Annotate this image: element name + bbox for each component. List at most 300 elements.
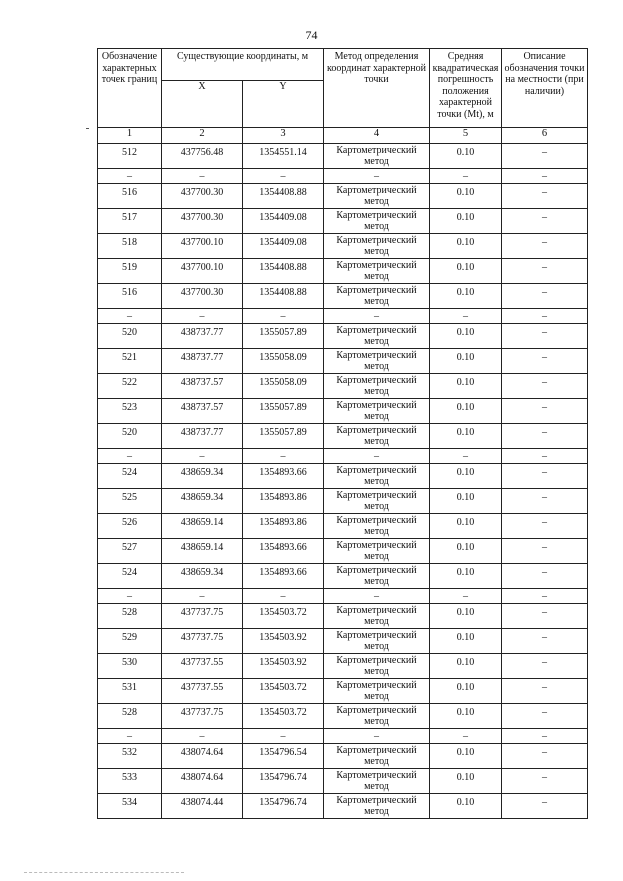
x-coordinate-cell-text: 438737.57 xyxy=(180,377,224,388)
accuracy-cell-text: 0.10 xyxy=(456,632,475,643)
table-row xyxy=(98,184,588,209)
x-coordinate-cell xyxy=(162,464,243,489)
accuracy-cell xyxy=(430,589,502,604)
x-coordinate-cell-text: 437700.30 xyxy=(180,212,224,223)
y-coordinate-cell xyxy=(243,169,324,184)
x-coordinate-cell xyxy=(162,449,243,464)
y-coordinate-cell xyxy=(243,234,324,259)
x-coordinate-cell-text: 438737.57 xyxy=(180,402,224,413)
description-cell xyxy=(502,324,588,349)
x-coordinate-cell xyxy=(162,259,243,284)
description-cell-text: – xyxy=(542,590,547,602)
accuracy-cell-text: 0.10 xyxy=(456,567,475,578)
separator-row xyxy=(98,449,588,464)
description-cell xyxy=(502,374,588,399)
method-cell-text: – xyxy=(374,170,379,182)
table-row xyxy=(98,629,588,654)
point-cell-text: 525 xyxy=(122,492,137,503)
x-coordinate-cell-text: 437737.75 xyxy=(180,632,224,643)
description-cell xyxy=(502,744,588,769)
y-coordinate-cell-text: 1354409.08 xyxy=(259,212,307,223)
x-coordinate-cell-text: 437700.10 xyxy=(180,237,224,248)
x-coordinate-cell-text: 438737.77 xyxy=(180,352,224,363)
table-row xyxy=(98,464,588,489)
header-row-1 xyxy=(98,49,588,81)
point-cell xyxy=(98,729,162,744)
y-coordinate-cell-text: – xyxy=(280,170,286,182)
accuracy-cell xyxy=(430,449,502,464)
method-cell xyxy=(324,349,430,374)
method-cell xyxy=(324,424,430,449)
description-cell-text: – xyxy=(542,542,547,553)
point-cell xyxy=(98,539,162,564)
point-cell xyxy=(98,704,162,729)
method-cell xyxy=(324,629,430,654)
page-number: 74 xyxy=(305,28,318,42)
point-cell xyxy=(98,169,162,184)
x-coordinate-cell-text: 437737.75 xyxy=(180,607,224,618)
table-row xyxy=(98,424,588,449)
method-cell xyxy=(324,209,430,234)
accuracy-cell-text: 0.10 xyxy=(456,797,475,808)
point-cell-text: 524 xyxy=(122,567,137,578)
accuracy-cell-text: 0.10 xyxy=(456,492,475,503)
x-coordinate-cell xyxy=(162,769,243,794)
accuracy-cell-text: 0.10 xyxy=(456,377,475,388)
x-coordinate-cell xyxy=(162,704,243,729)
accuracy-cell xyxy=(430,704,502,729)
description-cell xyxy=(502,349,588,374)
y-coordinate-cell xyxy=(243,324,324,349)
point-cell xyxy=(98,604,162,629)
method-cell-text: – xyxy=(374,310,379,322)
accuracy-cell-text: 0.10 xyxy=(456,747,475,758)
x-coordinate-cell-text: – xyxy=(199,590,205,602)
accuracy-cell-text: 0.10 xyxy=(456,187,475,198)
method-cell xyxy=(324,464,430,489)
method-cell xyxy=(324,324,430,349)
point-cell-text: 527 xyxy=(122,542,137,553)
method-cell-text: Картометрический метод xyxy=(336,325,417,347)
accuracy-cell xyxy=(430,794,502,819)
description-cell xyxy=(502,399,588,424)
description-cell-text: – xyxy=(542,187,547,198)
method-cell xyxy=(324,794,430,819)
y-coordinate-cell-text: 1354893.66 xyxy=(259,542,307,553)
description-cell xyxy=(502,604,588,629)
point-cell-text: – xyxy=(127,310,132,322)
table-row xyxy=(98,769,588,794)
accuracy-cell-text: 0.10 xyxy=(456,467,475,478)
y-coordinate-cell xyxy=(243,744,324,769)
table-row xyxy=(98,284,588,309)
accuracy-cell-text: 0.10 xyxy=(456,657,475,668)
column-number-row xyxy=(98,128,588,144)
table-row xyxy=(98,744,588,769)
description-cell xyxy=(502,654,588,679)
x-coordinate-cell-text: 438074.64 xyxy=(180,772,224,783)
table-row xyxy=(98,259,588,284)
accuracy-cell-text: – xyxy=(463,450,468,462)
method-cell xyxy=(324,539,430,564)
column-number: 6 xyxy=(502,128,588,144)
y-coordinate-cell xyxy=(243,729,324,744)
y-coordinate-cell-text: 1355058.09 xyxy=(259,352,307,363)
description-cell xyxy=(502,704,588,729)
point-cell xyxy=(98,424,162,449)
y-coordinate-cell xyxy=(243,449,324,464)
table-row xyxy=(98,794,588,819)
y-coordinate-cell-text: 1355057.89 xyxy=(259,402,307,413)
method-cell xyxy=(324,744,430,769)
point-cell xyxy=(98,654,162,679)
x-coordinate-cell xyxy=(162,629,243,654)
table-row xyxy=(98,704,588,729)
method-cell xyxy=(324,449,430,464)
accuracy-cell xyxy=(430,629,502,654)
accuracy-cell xyxy=(430,259,502,284)
point-cell-text: – xyxy=(127,730,132,742)
x-coordinate-cell xyxy=(162,309,243,324)
table-row xyxy=(98,349,588,374)
point-cell-text: 516 xyxy=(122,187,137,198)
y-coordinate-cell-text: 1354408.88 xyxy=(259,262,307,273)
x-coordinate-cell-text: 438074.44 xyxy=(180,797,224,808)
point-cell-text: 520 xyxy=(122,427,137,438)
x-coordinate-cell-text: 437700.10 xyxy=(180,262,224,273)
accuracy-cell xyxy=(430,769,502,794)
y-coordinate-cell xyxy=(243,424,324,449)
y-coordinate-cell xyxy=(243,564,324,589)
table-row xyxy=(98,514,588,539)
method-cell-text: Картометрический метод xyxy=(336,145,417,167)
y-coordinate-cell-text: 1354796.74 xyxy=(259,797,307,808)
description-cell xyxy=(502,729,588,744)
description-cell xyxy=(502,209,588,234)
description-cell xyxy=(502,144,588,169)
description-cell-text: – xyxy=(542,170,547,182)
method-cell-text: Картометрический метод xyxy=(336,680,417,702)
column-number: 2 xyxy=(162,128,243,144)
point-cell-text: – xyxy=(127,450,132,462)
method-cell-text: Картометрический метод xyxy=(336,565,417,587)
description-cell-text: – xyxy=(542,632,547,643)
x-coordinate-cell xyxy=(162,234,243,259)
table-row xyxy=(98,564,588,589)
description-cell xyxy=(502,449,588,464)
method-cell xyxy=(324,769,430,794)
description-cell-text: – xyxy=(542,352,547,363)
x-coordinate-cell-text: 438659.14 xyxy=(180,517,224,528)
description-cell xyxy=(502,424,588,449)
x-coordinate-cell xyxy=(162,424,243,449)
point-cell-text: 516 xyxy=(122,287,137,298)
description-cell xyxy=(502,679,588,704)
x-coordinate-cell-text: 437700.30 xyxy=(180,187,224,198)
method-cell-text: Картометрический метод xyxy=(336,770,417,792)
description-cell-text: – xyxy=(542,517,547,528)
description-cell-text: – xyxy=(542,402,547,413)
description-cell xyxy=(502,514,588,539)
accuracy-cell xyxy=(430,564,502,589)
accuracy-cell-text: 0.10 xyxy=(456,237,475,248)
accuracy-cell-text: 0.10 xyxy=(456,287,475,298)
description-cell-text: – xyxy=(542,212,547,223)
x-coordinate-cell xyxy=(162,169,243,184)
table-row xyxy=(98,604,588,629)
description-cell xyxy=(502,539,588,564)
method-cell xyxy=(324,144,430,169)
header-point-label: Обозначение характерных точек границ xyxy=(98,49,162,128)
x-coordinate-cell xyxy=(162,604,243,629)
accuracy-cell-text: 0.10 xyxy=(456,707,475,718)
y-coordinate-cell-text: 1354893.86 xyxy=(259,492,307,503)
point-cell-text: 534 xyxy=(122,797,137,808)
method-cell xyxy=(324,679,430,704)
separator-row xyxy=(98,309,588,324)
accuracy-cell xyxy=(430,729,502,744)
x-coordinate-cell xyxy=(162,144,243,169)
point-cell xyxy=(98,794,162,819)
method-cell xyxy=(324,654,430,679)
accuracy-cell-text: – xyxy=(463,730,468,742)
table-row xyxy=(98,539,588,564)
y-coordinate-cell xyxy=(243,769,324,794)
header-accuracy: Средняя квадратическая погрешность положения характерной точки (Mt), м xyxy=(430,49,502,128)
x-coordinate-cell-text: 438737.77 xyxy=(180,427,224,438)
header-coordinates-group: Существующие координаты, м xyxy=(162,49,324,81)
accuracy-cell xyxy=(430,539,502,564)
point-cell xyxy=(98,349,162,374)
x-coordinate-cell xyxy=(162,399,243,424)
x-coordinate-cell xyxy=(162,514,243,539)
coordinates-table xyxy=(97,48,588,819)
point-cell xyxy=(98,284,162,309)
x-coordinate-cell xyxy=(162,564,243,589)
x-coordinate-cell-text: – xyxy=(199,730,205,742)
description-cell xyxy=(502,589,588,604)
accuracy-cell xyxy=(430,514,502,539)
x-coordinate-cell xyxy=(162,284,243,309)
point-cell-text: 528 xyxy=(122,707,137,718)
x-coordinate-cell xyxy=(162,679,243,704)
y-coordinate-cell xyxy=(243,399,324,424)
description-cell xyxy=(502,184,588,209)
y-coordinate-cell-text: 1354408.88 xyxy=(259,187,307,198)
x-coordinate-cell xyxy=(162,209,243,234)
table-row xyxy=(98,679,588,704)
column-number: 1 xyxy=(98,128,162,144)
accuracy-cell xyxy=(430,489,502,514)
point-cell-text: 526 xyxy=(122,517,137,528)
y-coordinate-cell xyxy=(243,539,324,564)
method-cell xyxy=(324,514,430,539)
y-coordinate-cell xyxy=(243,209,324,234)
description-cell xyxy=(502,794,588,819)
point-cell-text: 528 xyxy=(122,607,137,618)
method-cell xyxy=(324,604,430,629)
description-cell xyxy=(502,564,588,589)
method-cell-text: Картометрический метод xyxy=(336,540,417,562)
x-coordinate-cell-text: 438737.77 xyxy=(180,327,224,338)
point-cell-text: 530 xyxy=(122,657,137,668)
description-cell-text: – xyxy=(542,237,547,248)
method-cell xyxy=(324,259,430,284)
x-coordinate-cell-text: 437700.30 xyxy=(180,287,224,298)
y-coordinate-cell-text: 1354409.08 xyxy=(259,237,307,248)
point-cell xyxy=(98,234,162,259)
accuracy-cell-text: – xyxy=(463,590,468,602)
x-coordinate-cell xyxy=(162,374,243,399)
column-number: 4 xyxy=(324,128,430,144)
y-coordinate-cell xyxy=(243,374,324,399)
description-cell-text: – xyxy=(542,327,547,338)
y-coordinate-cell xyxy=(243,259,324,284)
method-cell-text: Картометрический метод xyxy=(336,745,417,767)
x-coordinate-cell-text: 437737.55 xyxy=(180,657,224,668)
point-cell-text: 517 xyxy=(122,212,137,223)
method-cell-text: Картометрический метод xyxy=(336,465,417,487)
point-cell-text: 529 xyxy=(122,632,137,643)
method-cell xyxy=(324,729,430,744)
point-cell-text: 519 xyxy=(122,262,137,273)
accuracy-cell-text: 0.10 xyxy=(456,352,475,363)
header-description: Описание обозначения точки на местности (при наличии) xyxy=(502,49,588,128)
description-cell xyxy=(502,629,588,654)
description-cell-text: – xyxy=(542,707,547,718)
point-cell-text: 533 xyxy=(122,772,137,783)
description-cell xyxy=(502,234,588,259)
y-coordinate-cell xyxy=(243,679,324,704)
description-cell xyxy=(502,259,588,284)
point-cell xyxy=(98,309,162,324)
accuracy-cell xyxy=(430,654,502,679)
y-coordinate-cell xyxy=(243,284,324,309)
x-coordinate-cell xyxy=(162,744,243,769)
point-cell-text: 524 xyxy=(122,467,137,478)
method-cell xyxy=(324,169,430,184)
y-coordinate-cell-text: 1354796.54 xyxy=(259,747,307,758)
y-coordinate-cell-text: 1355057.89 xyxy=(259,427,307,438)
y-coordinate-cell-text: 1354893.86 xyxy=(259,517,307,528)
point-cell-text: 520 xyxy=(122,327,137,338)
y-coordinate-cell-text: 1354503.72 xyxy=(259,607,307,618)
method-cell xyxy=(324,374,430,399)
scan-artifact xyxy=(24,872,184,874)
point-cell xyxy=(98,489,162,514)
x-coordinate-cell xyxy=(162,349,243,374)
method-cell-text: Картометрический метод xyxy=(336,630,417,652)
method-cell-text: – xyxy=(374,450,379,462)
table-row xyxy=(98,399,588,424)
method-cell-text: – xyxy=(374,730,379,742)
point-cell xyxy=(98,259,162,284)
description-cell-text: – xyxy=(542,287,547,298)
point-cell xyxy=(98,464,162,489)
method-cell-text: Картометрический метод xyxy=(336,235,417,257)
accuracy-cell xyxy=(430,604,502,629)
accuracy-cell xyxy=(430,744,502,769)
separator-row xyxy=(98,589,588,604)
method-cell xyxy=(324,184,430,209)
method-cell-text: Картометрический метод xyxy=(336,795,417,817)
accuracy-cell-text: 0.10 xyxy=(456,772,475,783)
method-cell-text: – xyxy=(374,590,379,602)
description-cell-text: – xyxy=(542,262,547,273)
method-cell-text: Картометрический метод xyxy=(336,655,417,677)
margin-mark xyxy=(86,128,89,129)
method-cell xyxy=(324,489,430,514)
y-coordinate-cell xyxy=(243,704,324,729)
table-row xyxy=(98,144,588,169)
method-cell xyxy=(324,284,430,309)
y-coordinate-cell xyxy=(243,654,324,679)
y-coordinate-cell xyxy=(243,514,324,539)
description-cell-text: – xyxy=(542,467,547,478)
accuracy-cell xyxy=(430,374,502,399)
point-cell xyxy=(98,184,162,209)
x-coordinate-cell xyxy=(162,184,243,209)
separator-row xyxy=(98,169,588,184)
description-cell-text: – xyxy=(542,747,547,758)
point-cell xyxy=(98,374,162,399)
x-coordinate-cell-text: 438659.34 xyxy=(180,467,224,478)
table-row xyxy=(98,209,588,234)
point-cell xyxy=(98,449,162,464)
method-cell-text: Картометрический метод xyxy=(336,490,417,512)
x-coordinate-cell xyxy=(162,654,243,679)
accuracy-cell xyxy=(430,424,502,449)
x-coordinate-cell-text: 438659.34 xyxy=(180,492,224,503)
point-cell xyxy=(98,324,162,349)
point-cell-text: 518 xyxy=(122,237,137,248)
description-cell-text: – xyxy=(542,682,547,693)
accuracy-cell-text: 0.10 xyxy=(456,327,475,338)
accuracy-cell-text: 0.10 xyxy=(456,262,475,273)
y-coordinate-cell xyxy=(243,604,324,629)
accuracy-cell-text: 0.10 xyxy=(456,607,475,618)
y-coordinate-cell-text: 1354893.66 xyxy=(259,567,307,578)
accuracy-cell xyxy=(430,349,502,374)
x-coordinate-cell-text: 438659.14 xyxy=(180,542,224,553)
method-cell-text: Картометрический метод xyxy=(336,210,417,232)
method-cell-text: Картометрический метод xyxy=(336,400,417,422)
method-cell-text: Картометрический метод xyxy=(336,705,417,727)
point-cell-text: 523 xyxy=(122,402,137,413)
point-cell xyxy=(98,744,162,769)
table-row xyxy=(98,234,588,259)
description-cell xyxy=(502,309,588,324)
y-coordinate-cell-text: 1355058.09 xyxy=(259,377,307,388)
accuracy-cell-text: 0.10 xyxy=(456,682,475,693)
method-cell-text: Картометрический метод xyxy=(336,350,417,372)
description-cell-text: – xyxy=(542,492,547,503)
y-coordinate-cell-text: – xyxy=(280,450,286,462)
accuracy-cell-text: 0.10 xyxy=(456,147,475,158)
point-cell-text: 522 xyxy=(122,377,137,388)
method-cell-text: Картометрический метод xyxy=(336,375,417,397)
y-coordinate-cell xyxy=(243,489,324,514)
description-cell-text: – xyxy=(542,730,547,742)
y-coordinate-cell xyxy=(243,184,324,209)
table-row xyxy=(98,324,588,349)
x-coordinate-cell-text: – xyxy=(199,450,205,462)
table-row xyxy=(98,489,588,514)
point-cell-text: – xyxy=(127,590,132,602)
y-coordinate-cell-text: – xyxy=(280,310,286,322)
column-number: 3 xyxy=(243,128,324,144)
description-cell-text: – xyxy=(542,147,547,158)
